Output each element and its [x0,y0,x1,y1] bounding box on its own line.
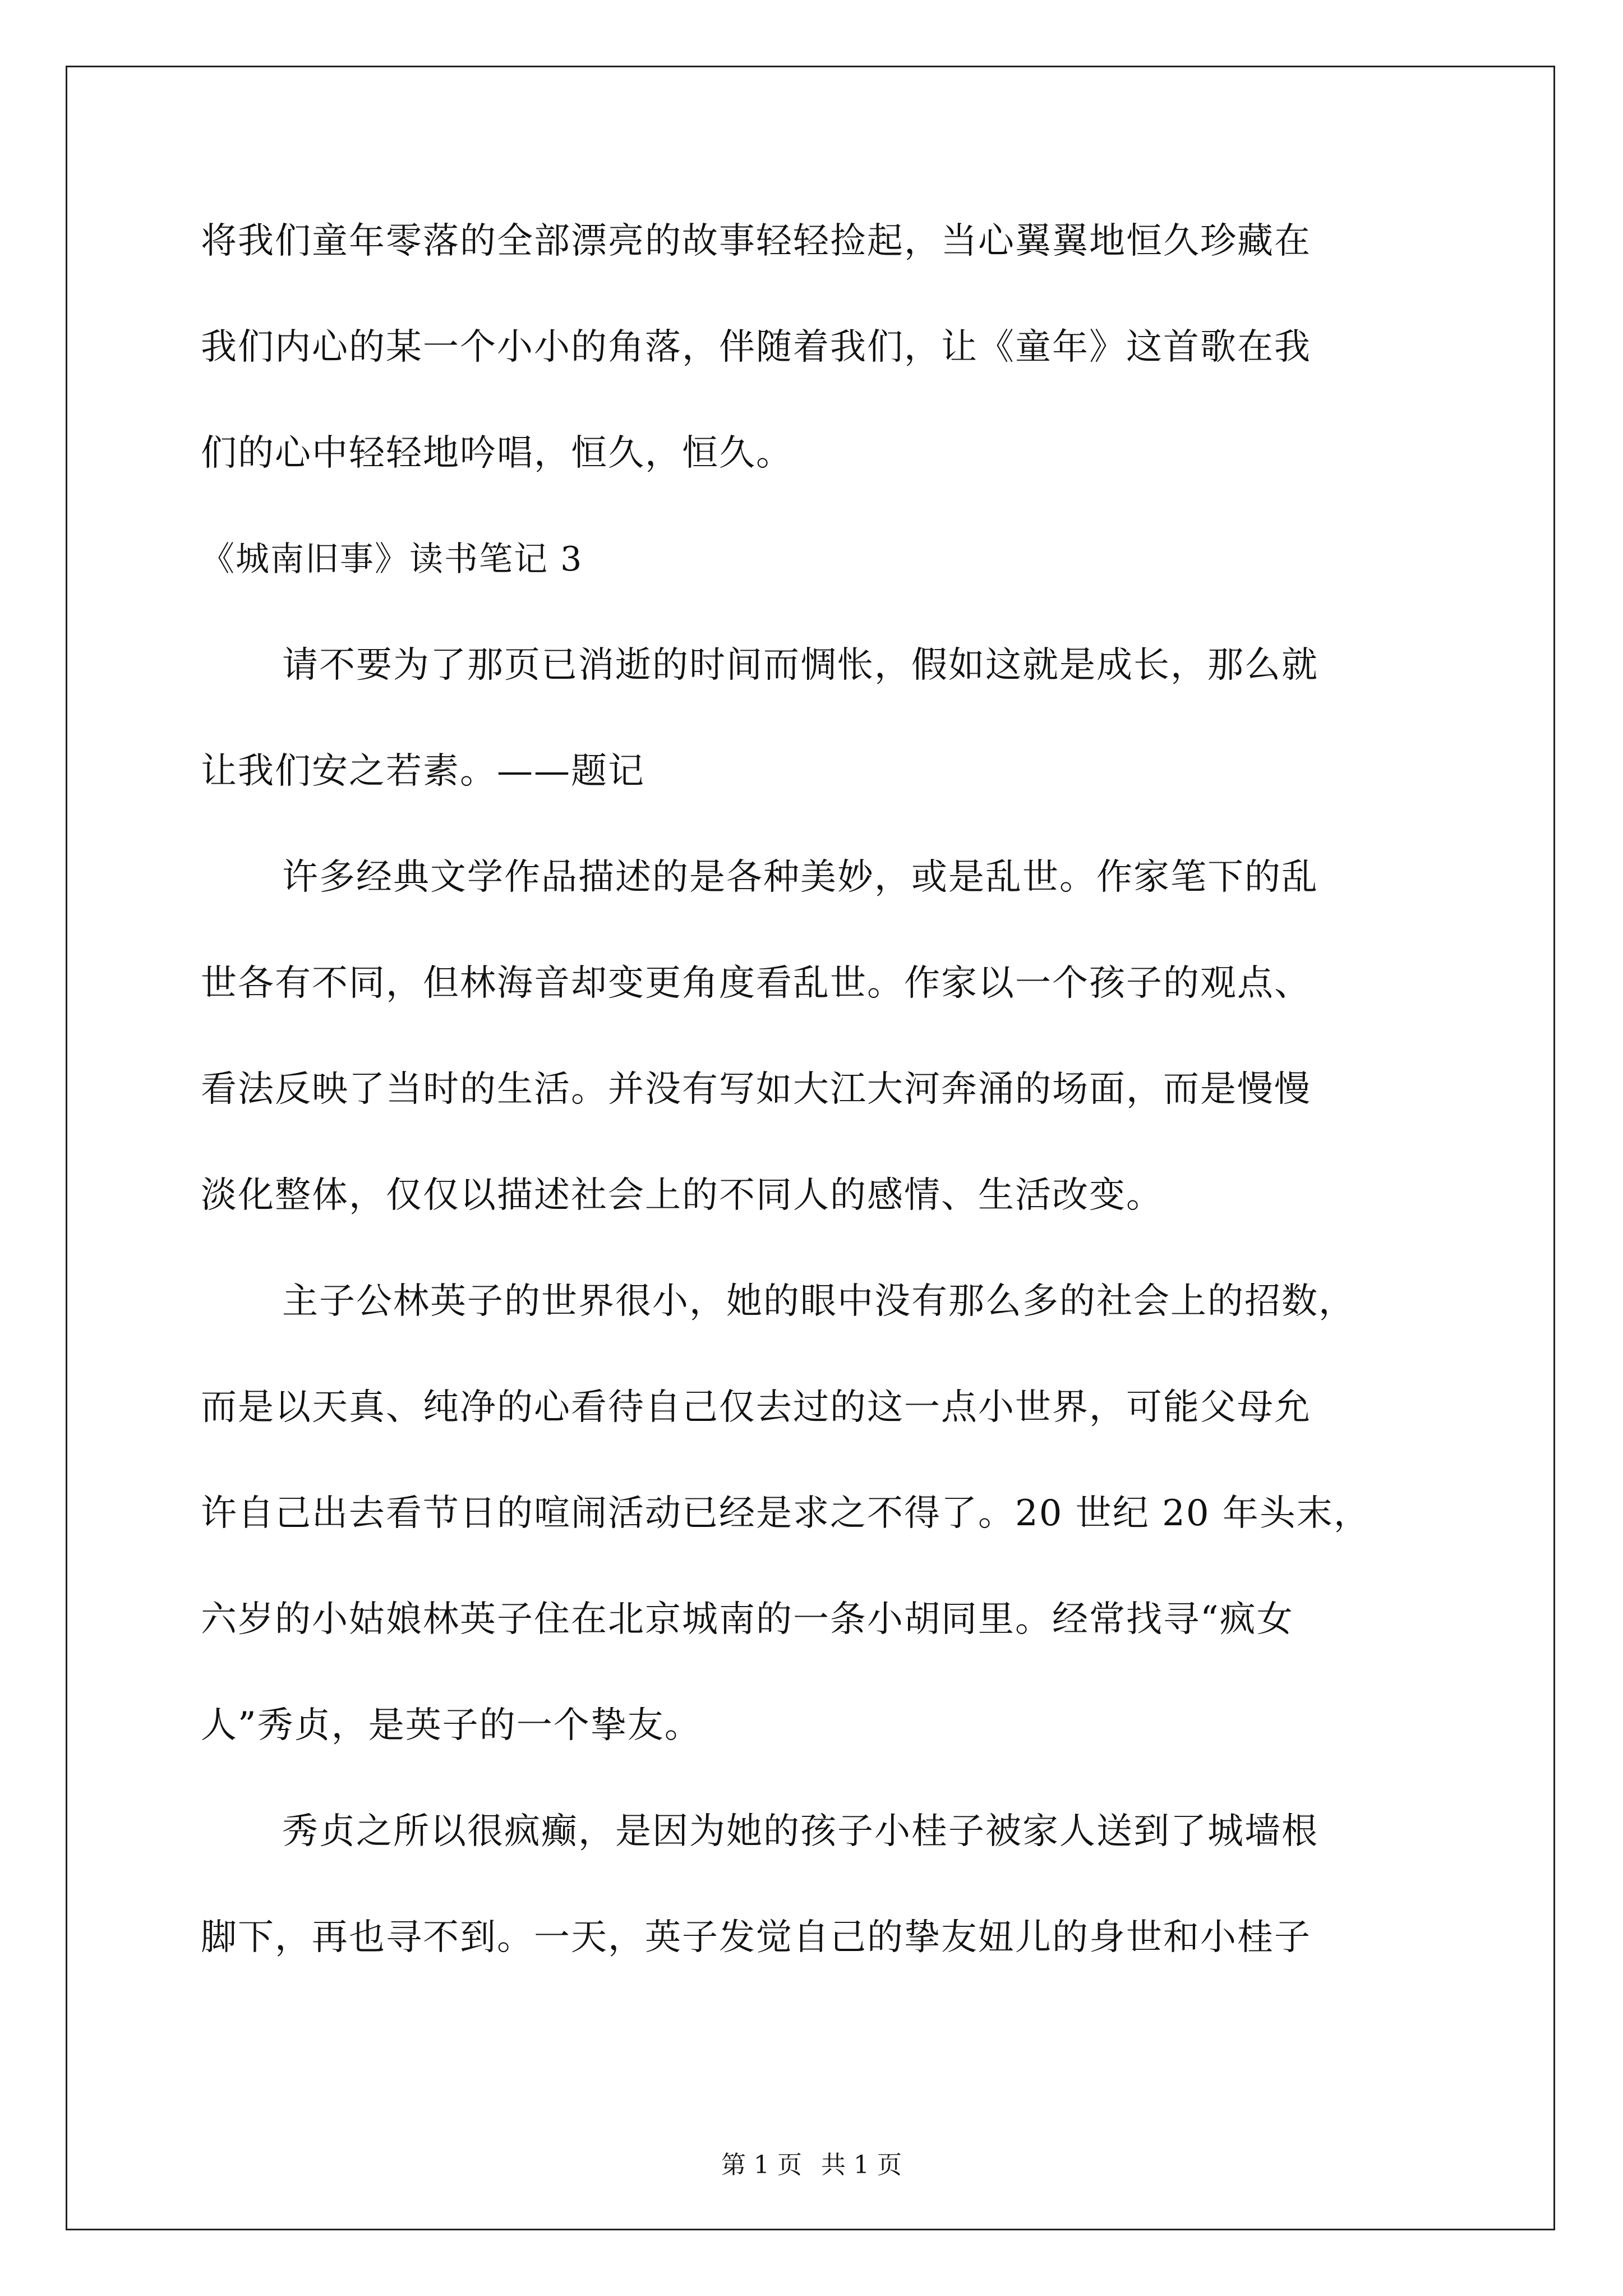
text-line: 们的心中轻轻地吟唱，恒久，恒久。 [201,432,793,474]
page-number: 第 1 页 [721,2151,802,2179]
text-line: 而是以天真、纯净的心看待自己仅去过的这一点小世界，可能父母允 [201,1387,1311,1428]
paragraph-start-line: 请不要为了那页已消逝的时间而惆怅，假如这就是成长，那么就 [282,645,1318,686]
text-line: 许自己出去看节日的喧闹活动已经是求之不得了。20 世纪 20 年头末， [201,1493,1371,1534]
paragraph-start-line: 秀贞之所以很疯癫，是因为她的孩子小桂子被家人送到了城墙根 [282,1811,1318,1852]
section-heading: 《城南旧事》读书笔记 3 [201,540,583,579]
text-line: 看法反映了当时的生活。并没有写如大江大河奔涌的场面，而是慢慢 [201,1069,1311,1110]
text-line: 淡化整体，仅仅以描述社会上的不同人的感情、生活改变。 [201,1175,1163,1216]
text-line: 六岁的小姑娘林英子住在北京城南的一条小胡同里。经常找寻“疯女 [201,1599,1294,1640]
text-line: 人”秀贞，是英子的一个挚友。 [201,1705,702,1746]
text-line: 脚下，再也寻不到。一天，英子发觉自己的挚友妞儿的身世和小桂子 [201,1917,1311,1958]
paragraph-start-line: 许多经典文学作品描述的是各种美妙，或是乱世。作家笔下的乱 [282,857,1318,898]
text-line: 让我们安之若素。——题记 [201,751,645,792]
page-total: 共 1 页 [821,2151,902,2179]
text-line: 世各有不同，但林海音却变更角度看乱世。作家以一个孩子的观点、 [201,963,1311,1004]
page-footer [0,2148,1623,2182]
document-body [201,213,1457,2016]
paragraph-start-line: 主子公林英子的世界很小，她的眼中没有那么多的社会上的招数， [282,1281,1355,1322]
text-line: 我们内心的某一个小小的角落，伴随着我们，让《童年》这首歌在我 [201,326,1311,368]
text-line: 将我们童年零落的全部漂亮的故事轻轻捡起，当心翼翼地恒久珍藏在 [201,220,1311,262]
